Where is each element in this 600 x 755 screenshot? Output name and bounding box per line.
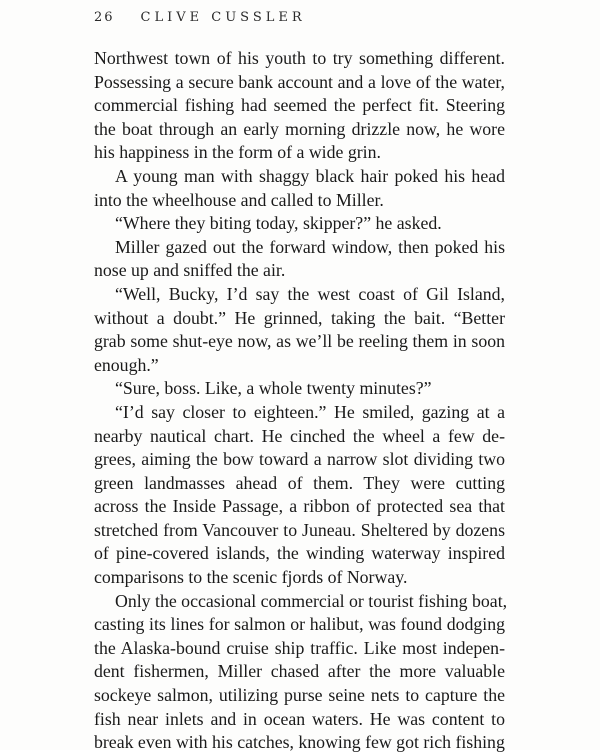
body-text — [94, 47, 508, 755]
text-line: nose up and sniffed the air. — [94, 260, 286, 281]
paragraph — [94, 212, 505, 236]
text-line: A young man with shaggy black hair poked his head — [115, 165, 505, 186]
paragraph — [94, 283, 505, 377]
text-line: nearby nautical chart. He cinched the wheel a few de- — [94, 425, 505, 446]
page-number: 26 — [94, 10, 115, 25]
text-line: his happiness in the form of a wide grin. — [94, 142, 381, 163]
text-line: Possessing a secure bank account and a love of the water, — [94, 71, 505, 92]
text-line: “Where they biting today, skipper?” he asked. — [115, 213, 442, 234]
text-line: break even with his catches, knowing few got rich fishing — [94, 732, 505, 753]
paragraph — [94, 47, 505, 165]
text-line: without a doubt.” He grinned, taking the bait. “Better — [94, 307, 505, 328]
text-line: stretched from Vancouver to Juneau. Sheltered by dozens — [94, 519, 505, 540]
text-line: the Alaska-bound cruise ship traffic. Like most indepen- — [94, 637, 505, 658]
paragraph — [94, 401, 505, 590]
paragraph — [94, 377, 505, 401]
running-head — [94, 10, 306, 25]
text-line: into the wheelhouse and called to Miller. — [94, 189, 384, 210]
running-head-author: CLIVE CUSSLER — [140, 10, 306, 25]
text-line: of pine-covered islands, the winding waterway inspired — [94, 543, 505, 564]
paragraph — [94, 236, 505, 283]
text-line: enough.” — [94, 354, 159, 375]
text-line: grab some shut-eye now, as we’ll be reeling them in soon — [94, 331, 505, 352]
text-line: casting its lines for salmon or halibut, was found dodging — [94, 614, 505, 635]
text-line: fish near inlets and in ocean waters. He was content to — [94, 708, 505, 729]
text-line: Miller gazed out the forward window, then poked his — [115, 236, 505, 257]
paragraph — [94, 165, 505, 212]
text-line: “Well, Bucky, I’d say the west coast of Gil Island, — [115, 283, 505, 304]
text-line: green landmasses ahead of them. They were cutting — [94, 472, 505, 493]
text-line: Northwest town of his youth to try something different. — [94, 48, 505, 68]
text-line: grees, aiming the bow toward a narrow slot dividing two — [94, 449, 505, 470]
text-line: Only the occasional commercial or tourist fishing boat, — [115, 590, 508, 611]
text-line: across the Inside Passage, a ribbon of protected sea that — [94, 496, 505, 517]
text-line: “I’d say closer to eighteen.” He smiled, gazing at a — [115, 401, 505, 422]
text-line: the boat through an early morning drizzle now, he wore — [94, 118, 505, 139]
text-line: comparisons to the scenic fjords of Norway. — [94, 567, 408, 588]
text-line: sockeye salmon, utilizing purse seine nets to capture the — [94, 685, 505, 706]
text-line: commercial fishing had seemed the perfect fit. Steering — [94, 95, 505, 116]
paragraph — [94, 590, 508, 755]
text-line: dent fishermen, Miller chased after the more valuable — [94, 661, 505, 682]
text-line: “Sure, boss. Like, a whole twenty minutes?” — [115, 378, 432, 399]
